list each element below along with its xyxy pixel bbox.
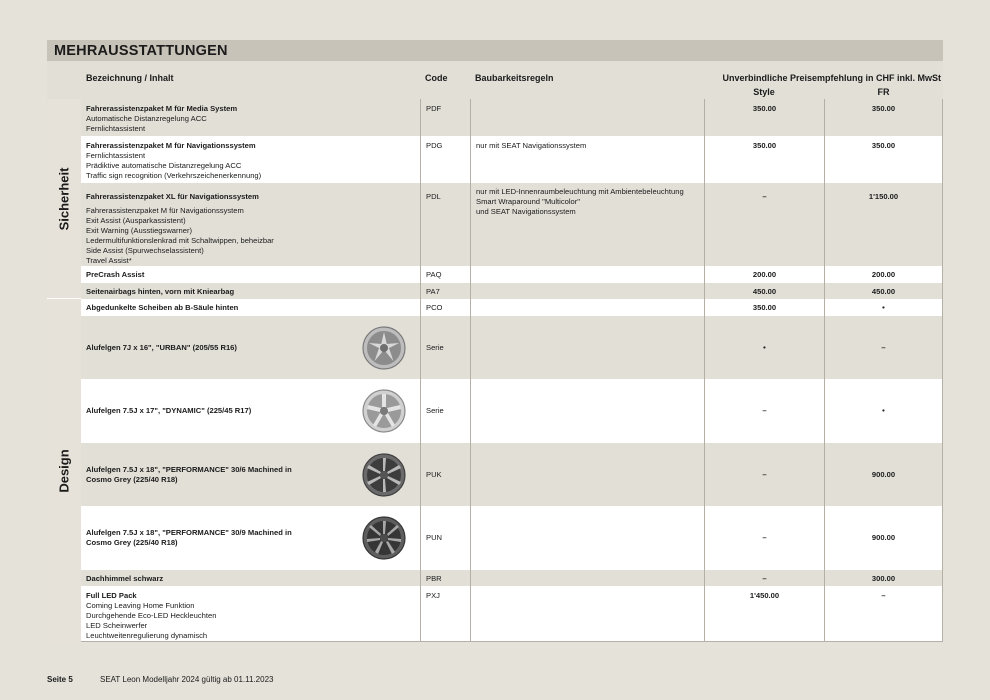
footer-info: SEAT Leon Modelljahr 2024 gültig ab 01.11.2023: [100, 675, 274, 684]
row-desc: [81, 379, 420, 443]
row-title: Fahrerassistenzpaket M für Navigationssystem: [86, 141, 256, 150]
row-price-fr: •: [824, 299, 943, 316]
row-line: Automatische Distanzregelung ACC: [86, 114, 207, 123]
group-sicherheit: [47, 99, 82, 298]
row-title: Alufelgen 7.5J x 18", "PERFORMANCE" 30/6 Machined in Cosmo Grey (225/40 R18): [86, 464, 292, 484]
row-price-fr: 1'150.00: [824, 183, 943, 266]
row-desc: [81, 266, 420, 283]
row-title: Dachhimmel schwarz: [86, 574, 164, 583]
row-desc: [81, 586, 420, 641]
row-bau: [470, 316, 704, 379]
row-bau: [470, 283, 704, 299]
row-title: Abgedunkelte Scheiben ab B-Säule hinten: [86, 303, 239, 312]
row-line: Travel Assist*: [86, 256, 132, 265]
row-code: PDG: [420, 136, 470, 183]
row-price-fr: 200.00: [824, 266, 943, 283]
row-bau-line: und SEAT Navigationssystem: [476, 207, 576, 216]
row-price-style: 200.00: [704, 266, 824, 283]
table-row: [81, 299, 943, 316]
row-line: Prädiktive automatische Distanzregelung ACC: [86, 161, 242, 170]
row-bau-line: nur mit LED-Innenraumbeleuchtung mit Ambientebeleuchtung: [476, 187, 684, 196]
row-bau: [470, 586, 704, 641]
row-price-style: –: [704, 443, 824, 506]
row-line: Fahrerassistenzpaket M für Navigationssystem: [86, 206, 244, 215]
row-title: PreCrash Assist: [86, 270, 145, 279]
table-row: [81, 570, 943, 586]
header-bau: Baubarkeitsregeln: [475, 73, 554, 83]
options-table: [47, 40, 943, 642]
table-row: [81, 379, 943, 443]
row-price-style: 350.00: [704, 99, 824, 136]
header-bezeichnung: Bezeichnung / Inhalt: [86, 73, 174, 83]
row-price-style: 350.00: [704, 136, 824, 183]
row-line: LED Scheinwerfer: [86, 621, 148, 630]
row-price-style: –: [704, 379, 824, 443]
wheel-dynamic-icon: [361, 388, 407, 434]
table-row: [81, 99, 943, 136]
row-line: Exit Assist (Ausparkassistent): [86, 216, 186, 225]
row-code: PBR: [420, 570, 470, 586]
table-header: [47, 61, 943, 100]
row-code: PDF: [420, 99, 470, 136]
row-price-fr: •: [824, 379, 943, 443]
row-line: Side Assist (Spurwechselassistent): [86, 246, 204, 255]
row-line: Coming Leaving Home Funktion: [86, 601, 195, 610]
row-code: PXJ: [420, 586, 470, 641]
row-bau: [470, 379, 704, 443]
row-code: Serie: [420, 379, 470, 443]
row-desc: [81, 183, 420, 266]
row-price-fr: 350.00: [824, 136, 943, 183]
row-title: Alufelgen 7.5J x 17", "DYNAMIC" (225/45 R17): [86, 406, 252, 415]
row-desc: [81, 506, 420, 570]
header-fr: FR: [877, 87, 890, 97]
row-line: Leuchtweitenregulierung dynamisch: [86, 631, 208, 640]
row-price-fr: 900.00: [824, 443, 943, 506]
header-code: Code: [425, 73, 448, 83]
row-bau: [470, 266, 704, 283]
row-bau: nur mit SEAT Navigationssystem: [470, 136, 704, 183]
header-style: Style: [753, 87, 775, 97]
row-code: Serie: [420, 316, 470, 379]
row-price-fr: 900.00: [824, 506, 943, 570]
row-line: Fernlichtassistent: [86, 151, 146, 160]
row-title: Alufelgen 7.5J x 18", "PERFORMANCE" 30/9 Machined in Cosmo Grey (225/40 R18): [86, 528, 292, 547]
row-line: Traffic sign recognition (Verkehrszeichenerkennung): [86, 171, 262, 180]
row-bau: [470, 443, 704, 506]
row-price-style: –: [704, 570, 824, 586]
row-price-fr: 350.00: [824, 99, 943, 136]
row-price-fr: –: [824, 586, 943, 641]
row-code: PUK: [420, 443, 470, 506]
row-price-fr: 300.00: [824, 570, 943, 586]
row-desc: [81, 99, 420, 136]
row-price-fr: –: [824, 316, 943, 379]
row-price-style: –: [704, 506, 824, 570]
row-price-style: 350.00: [704, 299, 824, 316]
row-desc: [81, 283, 420, 299]
wheel-performance-9-icon: [361, 515, 407, 561]
row-title: Fahrerassistenzpaket XL für Navigationssystem: [86, 192, 259, 201]
row-bau: [470, 99, 704, 136]
row-desc: [81, 316, 420, 379]
row-line: Fernlichtassistent: [86, 124, 146, 133]
row-price-style: 450.00: [704, 283, 824, 299]
row-code: PA7: [420, 283, 470, 299]
table-row: [81, 183, 943, 266]
row-bau: [470, 570, 704, 586]
row-bau: [470, 506, 704, 570]
group-design: [47, 299, 82, 642]
row-title: Seitenairbags hinten, vorn mit Kniearbag: [86, 287, 235, 296]
wheel-performance-6-icon: [361, 452, 407, 498]
table-row: [81, 136, 943, 183]
row-title: Fahrerassistenzpaket M für Media System: [86, 104, 238, 113]
row-code: PCO: [420, 299, 470, 316]
row-code: PDL: [420, 183, 470, 266]
row-code: PUN: [420, 506, 470, 570]
page-number: Seite 5: [47, 675, 73, 684]
row-price-style: •: [704, 316, 824, 379]
table-row: [81, 506, 943, 570]
page-title: MEHRAUSSTATTUNGEN: [54, 43, 228, 59]
row-title: Alufelgen 7J x 16", "URBAN" (205/55 R16): [86, 342, 237, 352]
row-line: Durchgehende Eco-LED Heckleuchten: [86, 611, 217, 620]
row-line: Ledermultifunktionslenkrad mit Schaltwippen, beheizbar: [86, 236, 274, 245]
row-price-style: –: [704, 183, 824, 266]
row-price-style: 1'450.00: [704, 586, 824, 641]
row-line: Exit Warning (Ausstiegswarner): [86, 226, 193, 235]
row-title: Full LED Pack: [86, 591, 137, 600]
title-bar: [47, 40, 943, 61]
row-bau: [470, 183, 704, 266]
row-desc: [81, 136, 420, 183]
header-price: Unverbindliche Preisempfehlung in CHF inkl. MwSt: [722, 73, 941, 83]
table-row: [81, 443, 943, 506]
group-label-design: Design: [56, 448, 72, 493]
table-row: [81, 316, 943, 379]
row-bau-line: Smart Wraparound "Multicolor": [476, 197, 581, 206]
table-row: [81, 586, 943, 642]
table-row: [81, 266, 943, 283]
row-desc: [81, 570, 420, 586]
row-code: PAQ: [420, 266, 470, 283]
group-label-sicherheit: Sicherheit: [56, 167, 72, 230]
row-price-fr: 450.00: [824, 283, 943, 299]
row-desc: [81, 443, 420, 506]
row-bau: [470, 299, 704, 316]
table-row: [81, 283, 943, 299]
wheel-urban-icon: [361, 325, 407, 371]
row-desc: [81, 299, 420, 316]
